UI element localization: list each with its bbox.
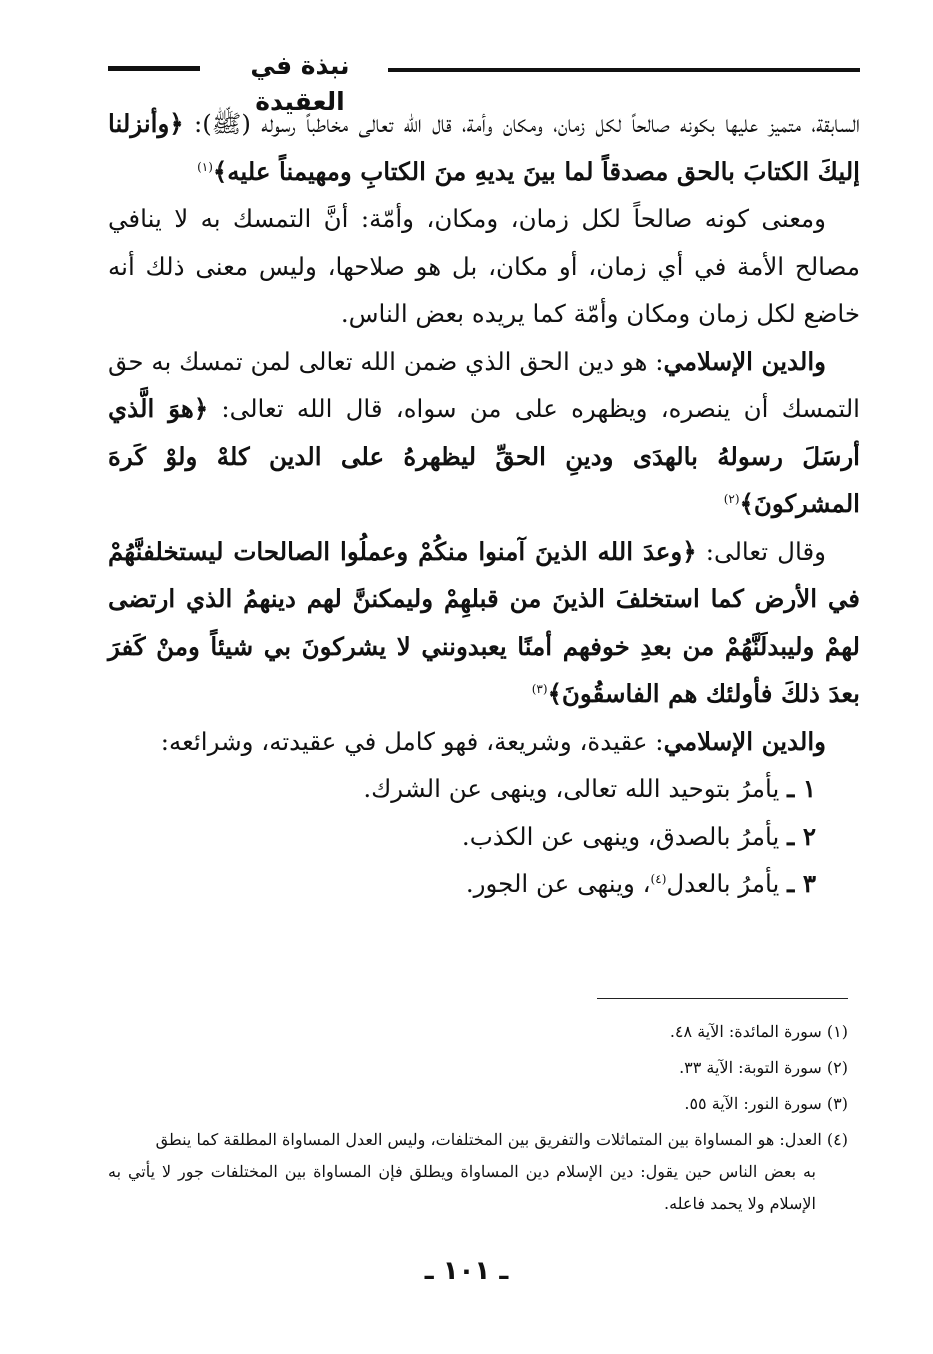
list-number-3: ٣ ـ xyxy=(787,869,816,898)
quran-verse-3: ﴿وعدَ الله الذينَ آمنوا منكُمْ وعملُوا الصالحات ليستخلفنَّهُمْ في الأرض كما استخلفَ الذينَ من قبلهِمْ وليمكننَّ لهم دينهمُ الذي ارتضى لهمْ وليبدلَنَّهُمْ من بعدِ خوفهم أمنًا يعبدونني لا يشركونَ بي شيئاً ومنْ كَفرَ بعدَ ذلكَ فأولئك هم الفاسقُونَ﴾ xyxy=(108,536,860,708)
footnote-1 xyxy=(108,1016,848,1048)
running-title: نبذة في العقيدة xyxy=(250,51,350,116)
footnote-ref-1[interactable]: (١) xyxy=(197,159,213,174)
term-islamic-religion-2: والدين الإسلامي xyxy=(663,726,826,756)
list-number-2: ٢ ـ xyxy=(787,821,816,851)
footnote-4 xyxy=(108,1124,848,1220)
paragraph-2: ومعنى كونه صالحاً لكل زمان، ومكان، وأمّة: أنَّ التمسك به لا ينافي مصالح الأمة في أي زمان، أو مكان، بل هو صلاحها، وليس معنى ذلك أنه خاضع لكل زمان ومكان وأمّة كما يريده بعض الناس. xyxy=(108,204,860,328)
footnote-text-2: سورة التوبة: الآية ٣٣. xyxy=(679,1058,827,1077)
paragraph-5-text: : عقيدة، وشريعة، فهو كامل في عقيدته، وشرائعه: xyxy=(160,726,664,756)
footnote-text-3: سورة النور: الآية ٥٥. xyxy=(684,1094,827,1113)
list-text-3: يأمرُ بالعدل xyxy=(666,869,788,898)
footnote-number-2: (٢) xyxy=(826,1058,848,1077)
footnote-text-4-continued: به بعض الناس حين يقول: دين الإسلام دين المساواة ويطلق فإن المساواة بين المختلفات جور لا يأتي به الإسلام ولا يحمد فاعله. xyxy=(108,1162,816,1213)
list-item-3 xyxy=(108,860,860,908)
footnote-3 xyxy=(108,1088,848,1120)
page-header xyxy=(108,48,860,116)
main-text xyxy=(108,100,860,908)
paragraph-5 xyxy=(108,718,860,766)
list-text-1: يأمرُ بتوحيد الله تعالى، وينهى عن الشرك. xyxy=(363,774,788,803)
footnotes xyxy=(108,1016,848,1224)
footnote-ref-2[interactable]: (٢) xyxy=(723,491,740,506)
footnote-text-4: العدل: هو المساواة بين المتماثلات والتفريق بين المختلفات، وليس العدل المساواة المطلقة كما ينطق xyxy=(155,1130,827,1149)
footnote-ref-4[interactable]: (٤) xyxy=(650,871,667,886)
footnote-ref-3[interactable]: (٣) xyxy=(531,681,548,696)
quran-verse-2: ﴿هوَ الَّذي أرسَلَ رسولهُ بالهدَى ودينِ الحقِّ ليظهرهُ على الدين كلهْ ولوْ كَرهَ المشركونَ﴾ xyxy=(108,394,860,518)
footnote-2 xyxy=(108,1052,848,1084)
term-islamic-religion: والدين الإسلامي xyxy=(663,346,826,376)
header-rule-right xyxy=(388,68,860,72)
list-item-2 xyxy=(108,813,860,861)
list-number-1: ١ ـ xyxy=(787,774,816,803)
paragraph-1 xyxy=(108,100,860,195)
list-text-2: يأمرُ بالصدق، وينهى عن الكذب. xyxy=(461,821,788,851)
list-item-1 xyxy=(108,765,860,813)
page-number: ـ ١٠١ ـ xyxy=(424,1256,509,1286)
footnote-number-3: (٣) xyxy=(826,1094,848,1113)
footnote-divider xyxy=(597,998,848,999)
paragraph-4 xyxy=(108,528,860,718)
paragraph-3 xyxy=(108,338,860,528)
paragraph-4-text: وقال تعالى: xyxy=(696,536,826,566)
list-text-3-end: ، وينهى عن الجور. xyxy=(465,869,651,898)
header-rule-left xyxy=(108,66,200,71)
paragraph-1-text: السابقة، متميز عليها بكونه صالحاً لكل زمان، ومكان وأمة، قال الله تعالى مخاطباً رسوله (ﷺ): xyxy=(183,109,860,138)
footnote-text-1: سورة المائدة: الآية ٤٨. xyxy=(669,1022,827,1041)
quran-verse-1: ﴿وأنزلنا إليكَ الكتابَ بالحق مصدقاً لما بينَ يديهِ منَ الكتابِ ومهيمناً عليه﴾ xyxy=(108,109,860,186)
paragraph-3-text: : هو دين الحق الذي ضمن الله تعالى لمن تمسك به حق التمسك أن ينصره، ويظهره على من سواه، قال الله تعالى: xyxy=(108,346,860,423)
footnote-number-4: (٤) xyxy=(826,1130,848,1149)
footnote-number-1: (١) xyxy=(826,1022,848,1041)
